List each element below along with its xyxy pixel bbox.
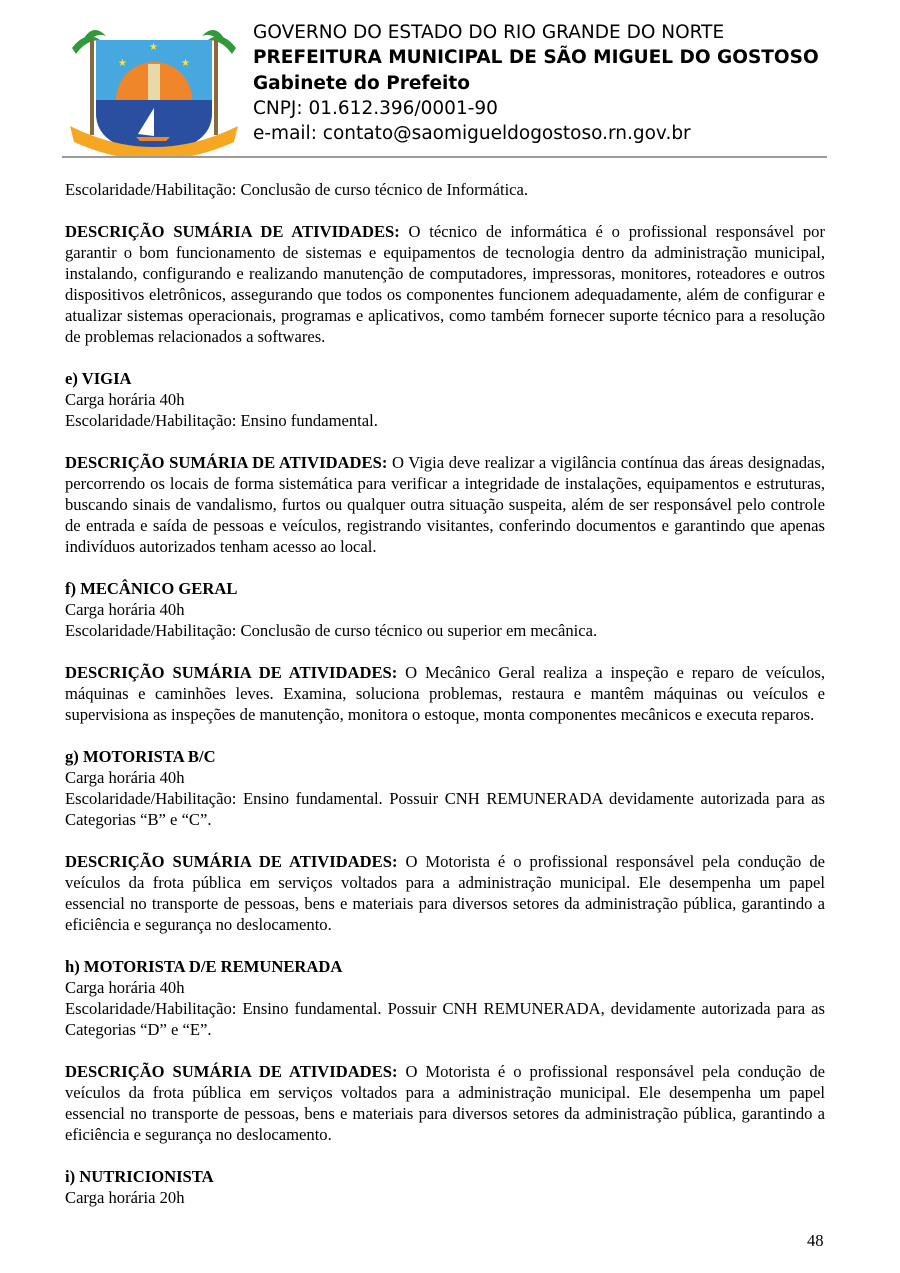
section-g xyxy=(65,746,825,830)
section-i xyxy=(65,1166,825,1208)
header-prefeitura: PREFEITURA MUNICIPAL DE SÃO MIGUEL DO GOSTOSO xyxy=(253,47,819,69)
section-f xyxy=(65,578,825,641)
d-escolaridade: Escolaridade/Habilitação: Conclusão de curso técnico de Informática. xyxy=(65,180,529,199)
e-description xyxy=(65,452,825,557)
header-cnpj: CNPJ: 01.612.396/0001-90 xyxy=(253,97,498,119)
svg-text:★: ★ xyxy=(118,58,127,69)
desc-text: O técnico de informática é o profissional responsável por garantir o bom funcionamento de sistemas e equipamentos de tecnologia dentro da administração municipal, instalando, configurando e realizando manutenção de computadores, impressoras, monitores, roteadores e outros dispositivos eletrônicos, assegurando que todos os componentes funcionem adequadamente, além de configurar e atualizar sistemas operacionais, programas e aplicativos, como também fornecer suporte técnico para a resolução de problemas relacionados a softwares. xyxy=(65,222,825,346)
desc-label: DESCRIÇÃO SUMÁRIA DE ATIVIDADES: xyxy=(65,852,398,871)
g-description xyxy=(65,851,825,935)
desc-label: DESCRIÇÃO SUMÁRIA DE ATIVIDADES: xyxy=(65,222,400,241)
letterhead xyxy=(253,20,819,146)
document-body xyxy=(65,179,825,1229)
section-e xyxy=(65,368,825,431)
carga-horaria: Carga horária 40h xyxy=(65,768,185,787)
header-email: e-mail: contato@saomigueldogostoso.rn.gov.br xyxy=(253,123,691,145)
carga-horaria: Carga horária 40h xyxy=(65,600,185,619)
section-h xyxy=(65,956,825,1040)
carga-horaria: Carga horária 40h xyxy=(65,390,185,409)
svg-text:★: ★ xyxy=(181,58,190,69)
carga-horaria: Carga horária 40h xyxy=(65,978,185,997)
header-gabinete: Gabinete do Prefeito xyxy=(253,72,470,94)
desc-label: DESCRIÇÃO SUMÁRIA DE ATIVIDADES: xyxy=(65,1062,398,1081)
desc-label: DESCRIÇÃO SUMÁRIA DE ATIVIDADES: xyxy=(65,663,398,682)
section-title: g) MOTORISTA B/C xyxy=(65,747,216,766)
carga-horaria: Carga horária 20h xyxy=(65,1188,185,1207)
desc-label: DESCRIÇÃO SUMÁRIA DE ATIVIDADES: xyxy=(65,453,388,472)
d-description xyxy=(65,221,825,347)
section-title: e) VIGIA xyxy=(65,369,132,388)
escolaridade: Escolaridade/Habilitação: Ensino fundamental. Possuir CNH REMUNERADA, devidamente autorizada para as Categorias “D” e “E”. xyxy=(65,999,825,1039)
header-divider xyxy=(62,156,827,158)
h-description xyxy=(65,1061,825,1145)
desc-text: O Vigia deve realizar a vigilância contínua das áreas designadas, percorrendo os locais de forma sistemática para verificar a integridade de instalações, equipamentos e estruturas, buscando sinais de vandalismo, furtos ou qualquer outra situação suspeita, além de ser responsável pelo controle de entrada e saída de pessoas e veículos, registrando visitantes, conferindo documentos e garantindo que apenas indivíduos autorizados tenham acesso ao local. xyxy=(65,453,825,556)
svg-text:★: ★ xyxy=(149,42,158,53)
escolaridade: Escolaridade/Habilitação: Ensino fundamental. Possuir CNH REMUNERADA devidamente autorizada para as Categorias “B” e “C”. xyxy=(65,789,825,829)
header-government: GOVERNO DO ESTADO DO RIO GRANDE DO NORTE xyxy=(253,22,725,43)
escolaridade: Escolaridade/Habilitação: Ensino fundamental. xyxy=(65,411,378,430)
desc-text: O Motorista é o profissional responsável pela condução de veículos da frota pública em serviços voltados para a administração municipal. Ele desempenha um papel essencial no transporte de pessoas, bens e materiais para diversos setores da administração pública, garantindo a eficiência e segurança no deslocamento. xyxy=(65,852,825,934)
escolaridade: Escolaridade/Habilitação: Conclusão de curso técnico ou superior em mecânica. xyxy=(65,621,598,640)
desc-text: O Mecânico Geral realiza a inspeção e reparo de veículos, máquinas e caminhões leves. Examina, soluciona problemas, restaura e mantêm máquinas ou veículos e supervisiona as inspeções de manutenção, monitora o estoque, monta componentes mecânicos e executa reparos. xyxy=(65,663,825,724)
f-description xyxy=(65,662,825,725)
section-title: h) MOTORISTA D/E REMUNERADA xyxy=(65,957,343,976)
page-number: 48 xyxy=(807,1231,824,1250)
desc-text: O Motorista é o profissional responsável pela condução de veículos da frota pública em serviços voltados para a administração municipal. Ele desempenha um papel essencial no transporte de pessoas, bens e materiais para diversos setores da administração pública, garantindo a eficiência e segurança no deslocamento. xyxy=(65,1062,825,1144)
section-title: i) NUTRICIONISTA xyxy=(65,1167,214,1186)
municipal-coat-of-arms-logo xyxy=(66,18,242,158)
section-title: f) MECÂNICO GERAL xyxy=(65,579,238,598)
